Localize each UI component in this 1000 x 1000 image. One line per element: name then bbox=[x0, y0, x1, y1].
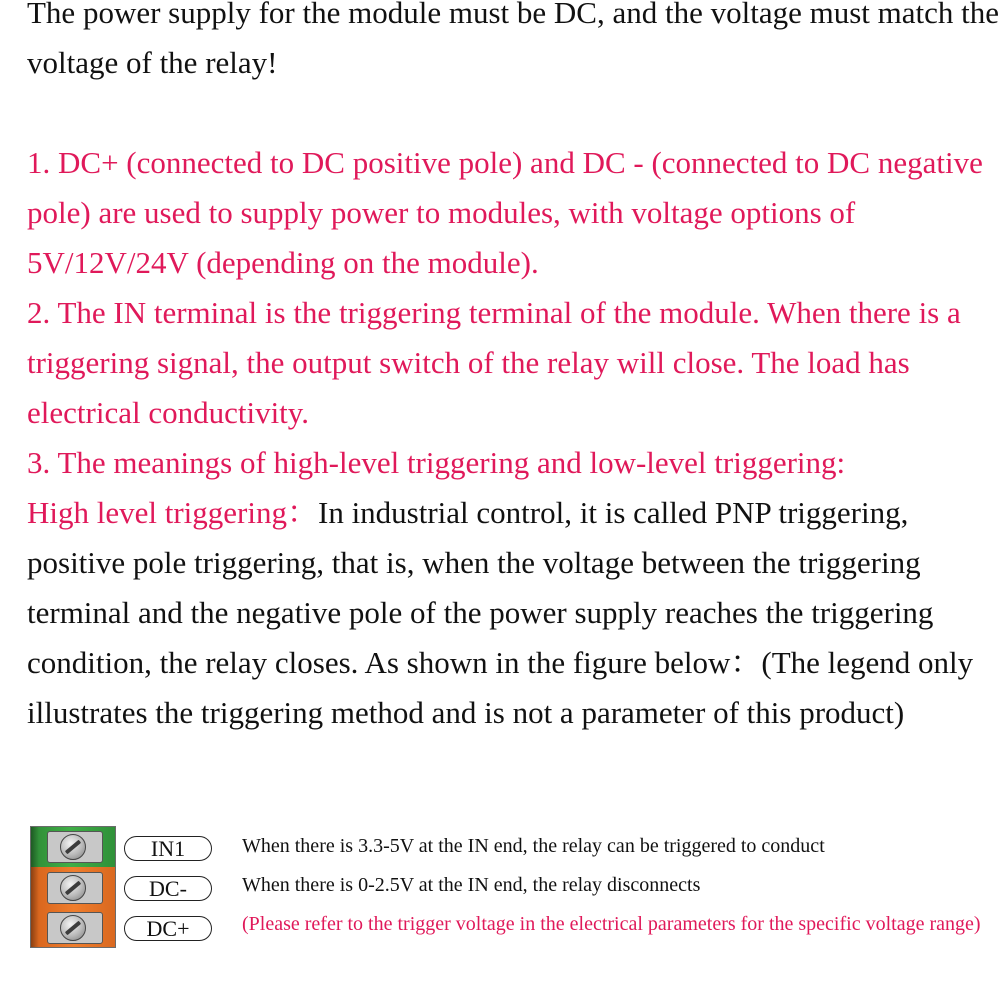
terminal-block-image bbox=[30, 826, 116, 948]
terminal-label-dc-plus: DC+ bbox=[124, 916, 212, 941]
intro-paragraph: The power supply for the module must be DC, and the voltage must match the voltage of the relay! bbox=[27, 0, 999, 80]
legend-note-voltage-range: (Please refer to the trigger voltage in the electrical parameters for the specific voltage range) bbox=[242, 913, 981, 935]
document-body bbox=[27, 0, 1000, 738]
item-2: 2. The IN terminal is the triggering terminal of the module. When there is a triggering signal, the output switch of the relay will close. The load has electrical conductivity. bbox=[27, 295, 961, 430]
screw-icon bbox=[60, 875, 86, 901]
high-level-text: In industrial control, it is called PNP triggering, positive pole triggering, that is, when the voltage between the triggering terminal and the negative pole of the power supply reaches the triggering condition, the relay closes. As shown in the figure below：(The legend only illustrates the triggering method and is not a parameter of this product) bbox=[27, 495, 974, 730]
trigger-legend bbox=[30, 826, 990, 956]
terminal-label-in1: IN1 bbox=[124, 836, 212, 861]
terminal-socket-dc-minus bbox=[47, 872, 103, 904]
high-level-label: High level triggering： bbox=[27, 495, 318, 530]
item-3: 3. The meanings of high-level triggering and low-level triggering: bbox=[27, 445, 846, 480]
paragraph-spacer bbox=[27, 88, 1000, 138]
terminal-label-dc-minus: DC- bbox=[124, 876, 212, 901]
terminal-socket-dc-plus bbox=[47, 912, 103, 944]
legend-note-disconnect: When there is 0-2.5V at the IN end, the relay disconnects bbox=[242, 874, 701, 896]
high-level-paragraph bbox=[27, 488, 1000, 738]
screw-icon bbox=[60, 834, 86, 860]
screw-icon bbox=[60, 915, 86, 941]
legend-note-conduct: When there is 3.3-5V at the IN end, the relay can be triggered to conduct bbox=[242, 835, 825, 857]
item-1: 1. DC+ (connected to DC positive pole) and DC - (connected to DC negative pole) are used to supply power to modules, with voltage options of 5V/12V/24V (depending on the module). bbox=[27, 145, 983, 280]
terminal-socket-in1 bbox=[47, 831, 103, 863]
